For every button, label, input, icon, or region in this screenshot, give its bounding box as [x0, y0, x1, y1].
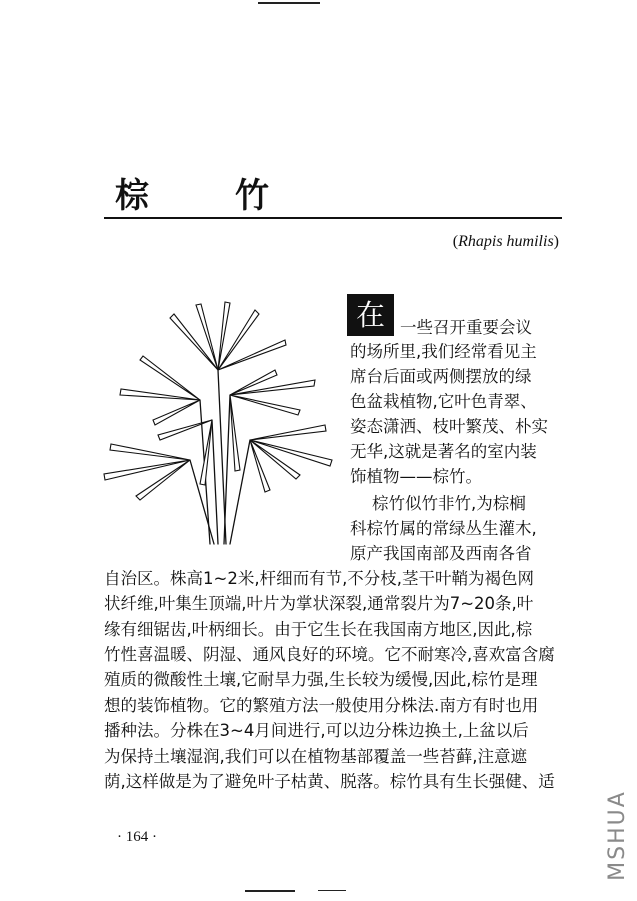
body-line-11: 自治区。株高1~2米,杆细而有节,不分枝,茎干叶鞘为褐色网	[104, 569, 535, 588]
body-line-2: 的场所里,我们经常看见主	[350, 342, 537, 361]
page-number: · 164 ·	[117, 829, 157, 845]
rhapis-plant-illustration	[100, 300, 340, 545]
body-line-6: 无华,这就是著名的室内装	[350, 442, 537, 461]
body-line-13: 缘有细锯齿,叶柄细长。由于它生长在我国南方地区,因此,棕	[104, 620, 533, 639]
body-line-19: 荫,这样做是为了避免叶子枯黄、脱落。棕竹具有生长强健、适	[104, 772, 555, 791]
body-line-12: 状纤维,叶集生顶端,叶片为掌状深裂,通常裂片为7~20条,叶	[104, 594, 534, 613]
body-line-3: 席台后面或两侧摆放的绿	[350, 367, 532, 386]
scan-artifact-bottom	[245, 890, 295, 892]
drop-cap: 在	[347, 294, 394, 336]
scan-artifact-bottom	[318, 890, 346, 891]
body-line-17: 播种法。分株在3~4月间进行,可以边分株边换土,上盆以后	[104, 721, 529, 740]
body-line-5: 姿态潇洒、枝叶繁茂、朴实	[350, 417, 548, 436]
watermark: MSHUA	[604, 789, 630, 881]
scan-artifact-top	[258, 2, 320, 4]
body-line-1: 一些召开重要会议	[400, 318, 532, 337]
body-line-15: 殖质的微酸性土壤,它耐旱力强,生长较为缓慢,因此,棕竹是理	[104, 670, 538, 689]
body-line-8: 棕竹似竹非竹,为棕榈	[372, 494, 526, 513]
body-line-10: 原产我国南部及西南各省	[350, 544, 532, 563]
title-char-2: 竹	[235, 176, 269, 216]
latin-name: (Rhapis humilis)	[452, 233, 559, 250]
body-line-18: 为保持土壤湿润,我们可以在植物基部覆盖一些苔藓,注意遮	[104, 747, 527, 766]
body-line-14: 竹性喜温暖、阴湿、通风良好的环境。它不耐寒冷,喜欢富含腐	[104, 645, 555, 664]
body-line-9: 科棕竹属的常绿丛生灌木,	[350, 519, 537, 538]
body-line-4: 色盆栽植物,它叶色青翠、	[350, 392, 537, 411]
latin-name-italic: Rhapis humilis	[458, 233, 554, 250]
body-line-7: 饰植物——棕竹。	[350, 467, 482, 486]
body-line-16: 想的装饰植物。它的繁殖方法一般使用分株法.南方有时也用	[104, 696, 539, 715]
title-char-1: 棕	[115, 176, 149, 216]
title-rule	[104, 217, 562, 219]
